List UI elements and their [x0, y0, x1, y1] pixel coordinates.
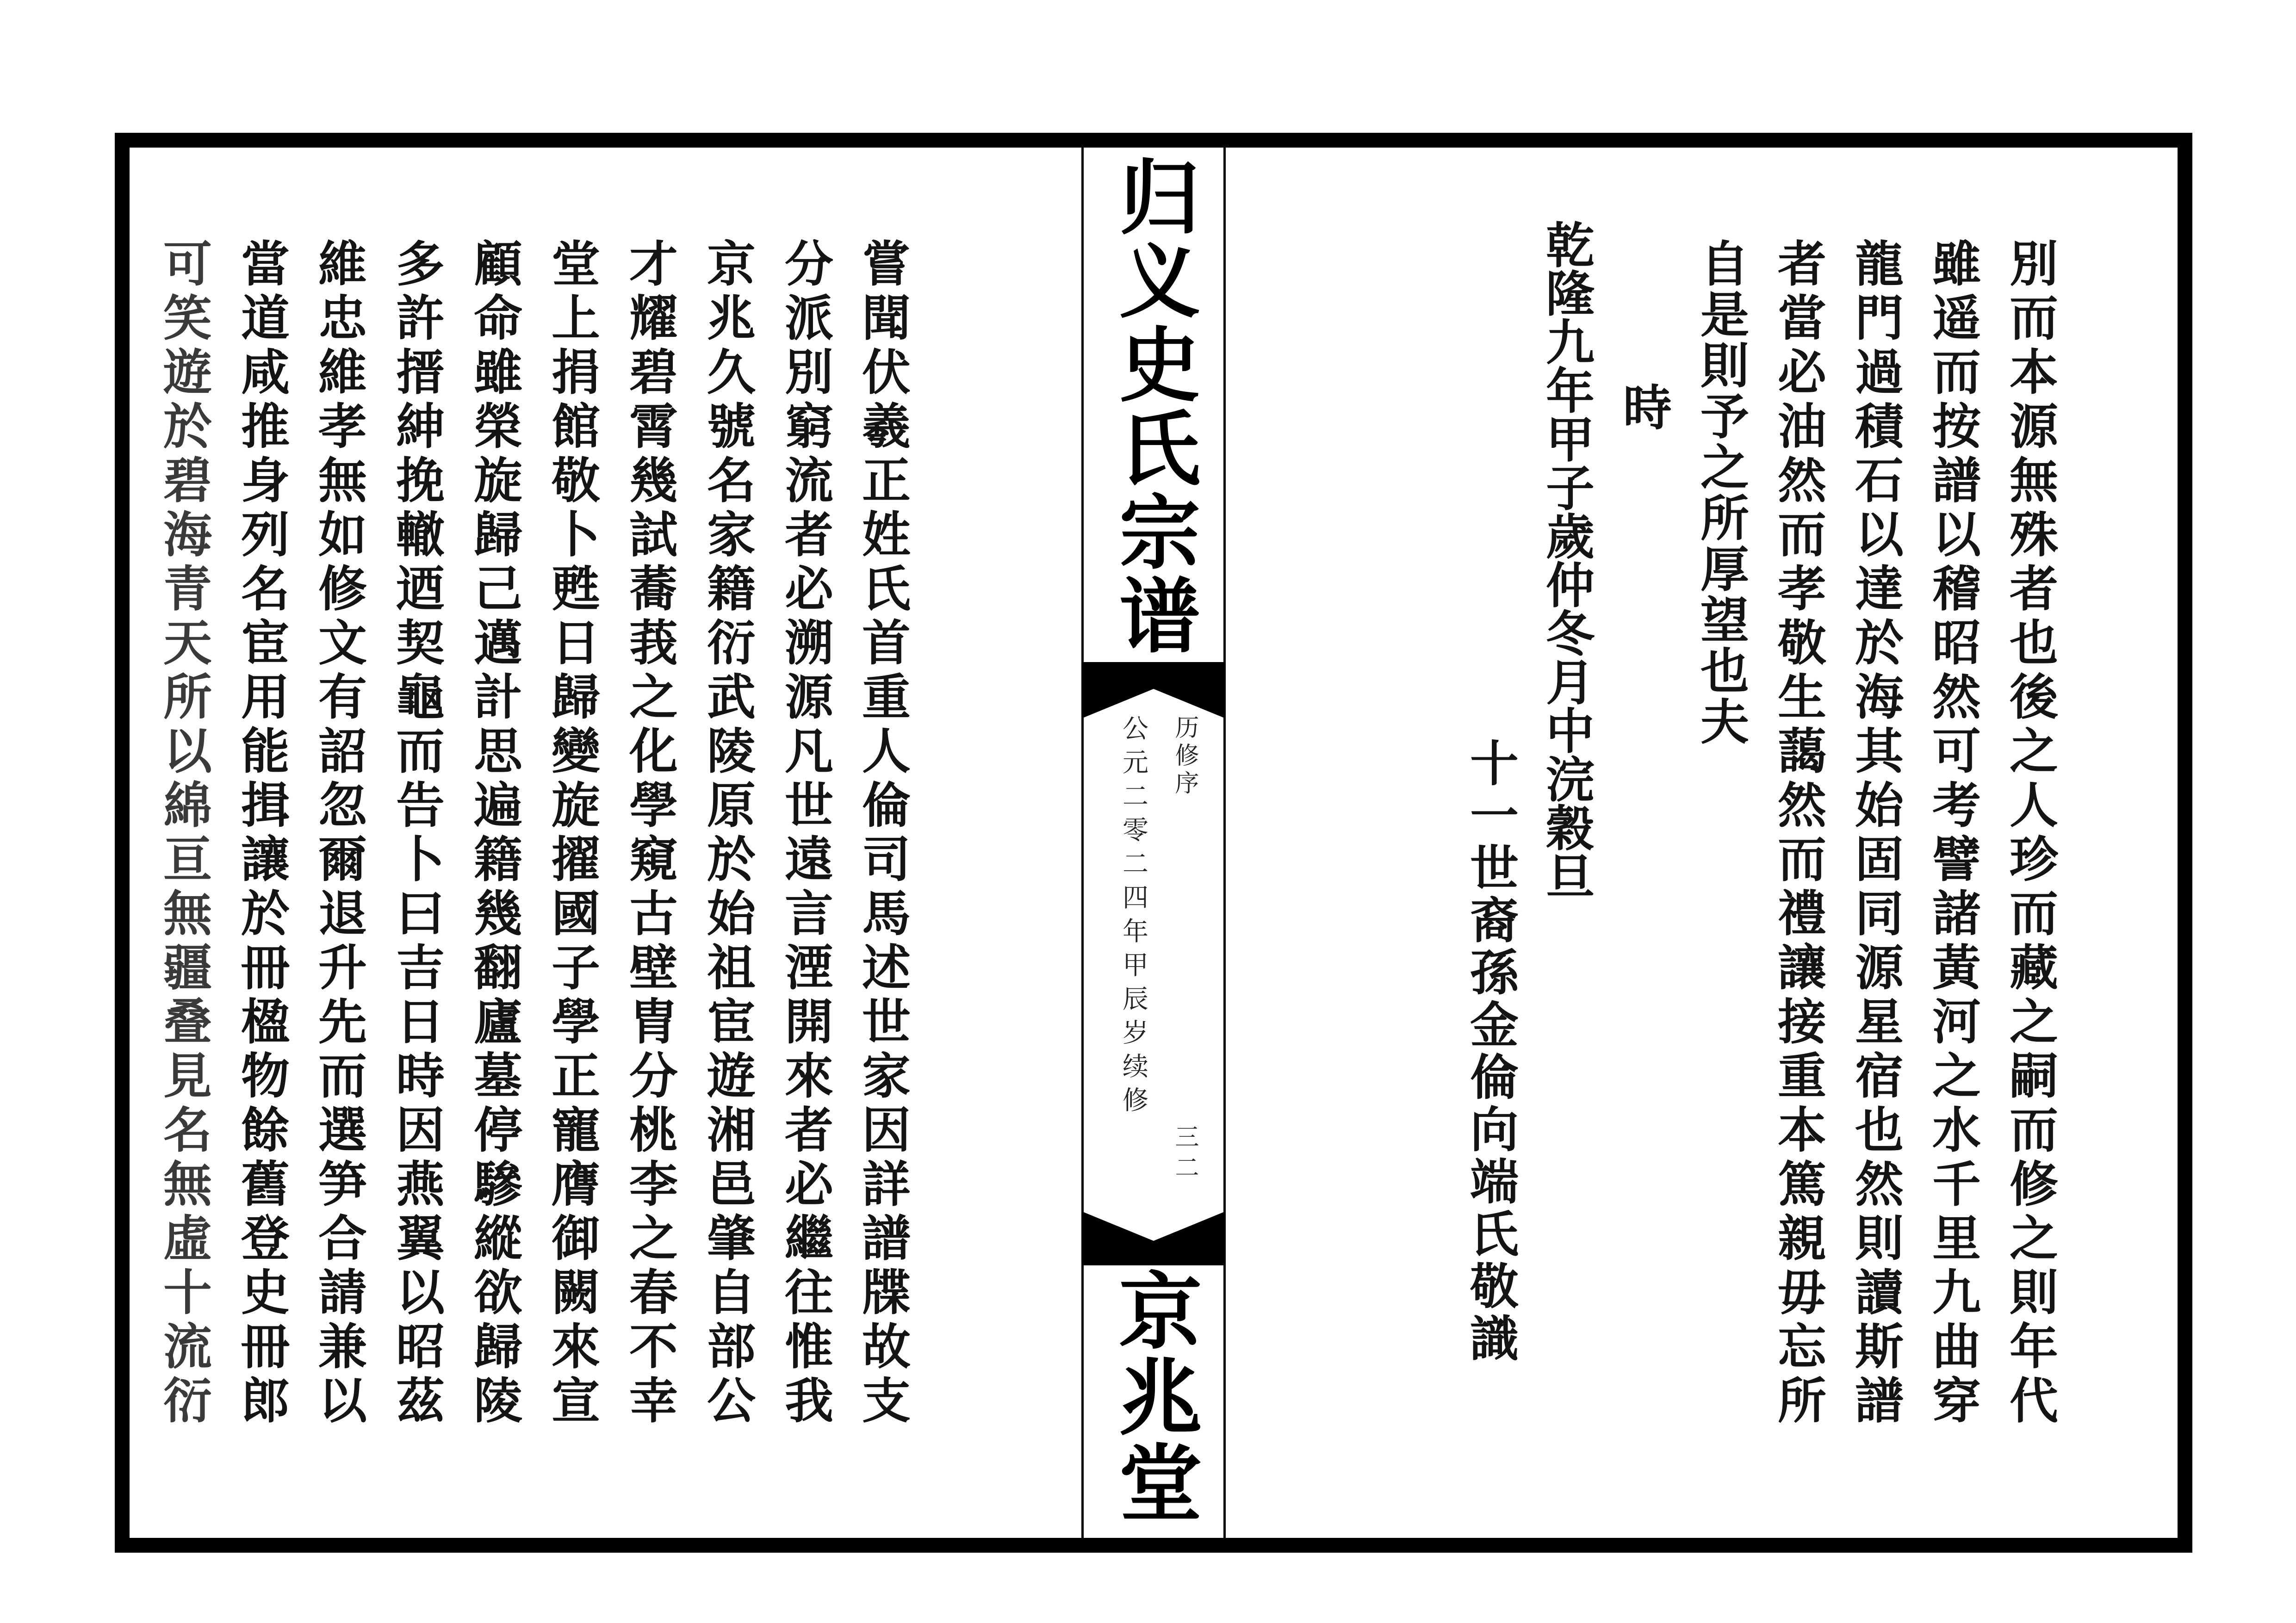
hall-name: 京兆堂 [1105, 1268, 1203, 1526]
date-line: 乾隆九年甲子歲仲冬月中浣穀旦 [1538, 220, 1595, 900]
upper-fishtail-ornament [1084, 662, 1223, 720]
section-label: 历修序 [1171, 715, 1198, 798]
right-text-column: 雖遥而按譜以稽昭然可考譬諸黃河之水千里九曲穿 [1924, 238, 1982, 1429]
left-text-column: 維忠維孝無如修文有詔忽爾退升先而選笋合請兼以 [310, 238, 368, 1429]
right-text-column: 龍門過積石以達於海其始固同源星宿也然則讀斯譜 [1847, 238, 1905, 1429]
left-text-column: 多許搢紳挽轍迺契龜而告卜曰吉日時因燕翼以昭茲 [388, 238, 446, 1429]
right-text-column: 自是則予之所厚望也夫 [1693, 238, 1750, 747]
left-text-column: 嘗聞伏羲正姓氏首重人倫司馬述世家因詳譜牒故支 [854, 238, 912, 1429]
left-text-column: 可笑遊於碧海青天所以綿亘無疆叠見名無虛十流衍 [155, 238, 213, 1429]
left-text-column: 當道咸推身列名宦用能揖讓於冊楹物餘舊登史冊郎 [233, 238, 291, 1429]
right-text-column: 者當必油然而孝敬生藹然而禮讓接重本篤親毋忘所 [1770, 238, 1827, 1429]
right-text-column: 別而本源無殊者也後之人珍而藏之嗣而修之則年代 [2002, 238, 2059, 1429]
left-text-column: 顧命雖榮旋歸己邁計思遍籍幾翻廬墓停驂縱欲歸陵 [466, 238, 523, 1429]
time-label: 時 [1615, 382, 1673, 436]
lower-fishtail-ornament [1084, 1212, 1223, 1265]
page-number: 三二 [1171, 1124, 1198, 1185]
edition-note: 公元二零二四年甲辰岁续修 [1118, 715, 1148, 1120]
book-title: 归义史氏宗谱 [1106, 155, 1201, 657]
left-text-column: 才耀碧霄幾試蕎莪之化學窺古壁胄分桃李之春不幸 [621, 238, 679, 1429]
left-text-column: 京兆久號名家籍衍武陵原於始祖宦遊湘邑肇自部公 [699, 238, 757, 1429]
author-signature: 十一世裔孫金倫向端氏敬識 [1462, 738, 1520, 1365]
left-text-column: 堂上捐館敬卜甦日歸變旋擢國子學正寵膺御闕來宣 [544, 238, 601, 1429]
left-text-column: 分派別窮流者必溯源凡世遠言湮開來者必繼往惟我 [777, 238, 834, 1429]
